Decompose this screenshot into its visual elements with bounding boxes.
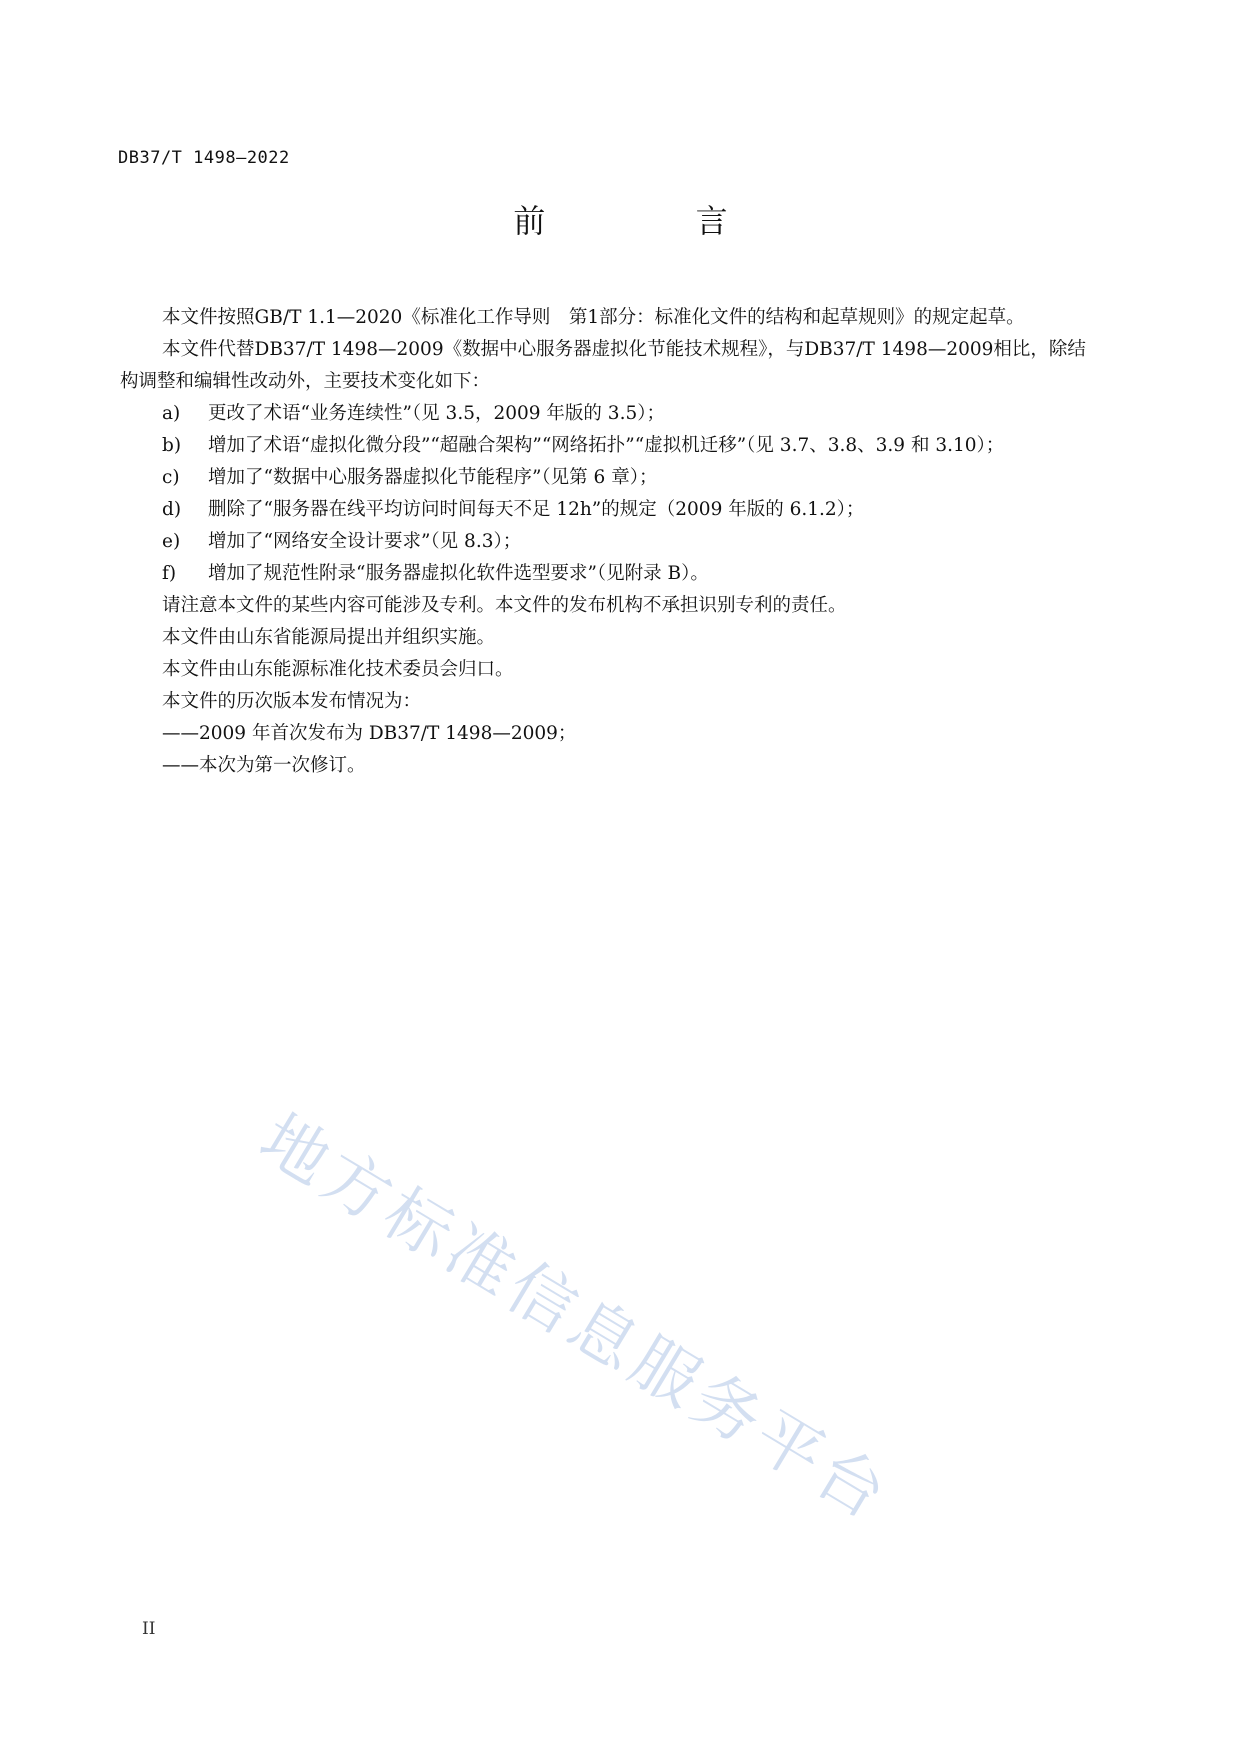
list-item-text: 增加了“网络安全设计要求”（见 8.3）； bbox=[208, 531, 522, 552]
list-item bbox=[120, 398, 1095, 430]
list-marker: c) bbox=[162, 467, 180, 488]
list-item bbox=[120, 558, 1095, 590]
list-item-text: 更改了术语“业务连续性”（见 3.5，2009 年版的 3.5）； bbox=[208, 403, 665, 424]
paragraph-history-intro: 本文件的历次版本发布情况为： bbox=[162, 691, 422, 712]
list-item-text: 增加了规范性附录“服务器虚拟化软件选型要求”（见附录 B）。 bbox=[208, 563, 709, 584]
history-item: ——本次为第一次修订。 bbox=[162, 755, 366, 776]
paragraph-proposer: 本文件由山东省能源局提出并组织实施。 bbox=[162, 627, 496, 648]
list-item-text: 增加了术语“虚拟化微分段”“超融合架构”“网络拓扑”“虚拟机迁移”（见 3.7、3.8、3.9 和 3.10）； bbox=[208, 435, 1005, 456]
list-marker: b) bbox=[162, 435, 182, 456]
list-item bbox=[120, 430, 1095, 462]
paragraph-patent-notice: 请注意本文件的某些内容可能涉及专利。本文件的发布机构不承担识别专利的责任。 bbox=[162, 595, 847, 616]
paragraph-drafting-basis: 本文件按照GB/T 1.1—2020《标准化工作导则 第1部分：标准化文件的结构和起草规则》的规定起草。 bbox=[162, 307, 1025, 328]
history-item: ——2009 年首次发布为 DB37/T 1498—2009； bbox=[162, 723, 577, 744]
paragraph-committee: 本文件由山东能源标准化技术委员会归口。 bbox=[162, 659, 514, 680]
page-title: 前 言 bbox=[513, 202, 798, 240]
list-marker: d) bbox=[162, 499, 182, 520]
page-number: II bbox=[142, 1619, 156, 1639]
list-marker: f) bbox=[162, 563, 177, 584]
list-item bbox=[120, 494, 1095, 526]
watermark: 地方标准信息服务平台 bbox=[247, 1099, 904, 1537]
list-item-text: 增加了“数据中心服务器虚拟化节能程序”（见第 6 章）； bbox=[208, 467, 658, 488]
list-item bbox=[120, 526, 1095, 558]
list-marker: a) bbox=[162, 403, 181, 424]
foreword-body bbox=[120, 302, 1095, 782]
list-marker: e) bbox=[162, 531, 181, 552]
list-item bbox=[120, 462, 1095, 494]
list-item-text: 删除了“服务器在线平均访问时间每天不足 12h”的规定（2009 年版的 6.1.2）； bbox=[208, 499, 865, 520]
document-code: DB37/T 1498—2022 bbox=[118, 148, 290, 168]
paragraph-replacement: 本文件代替DB37/T 1498—2009《数据中心服务器虚拟化节能技术规程》，与DB37/T 1498—2009相比，除结构调整和编辑性改动外，主要技术变化如下： bbox=[120, 339, 1086, 392]
